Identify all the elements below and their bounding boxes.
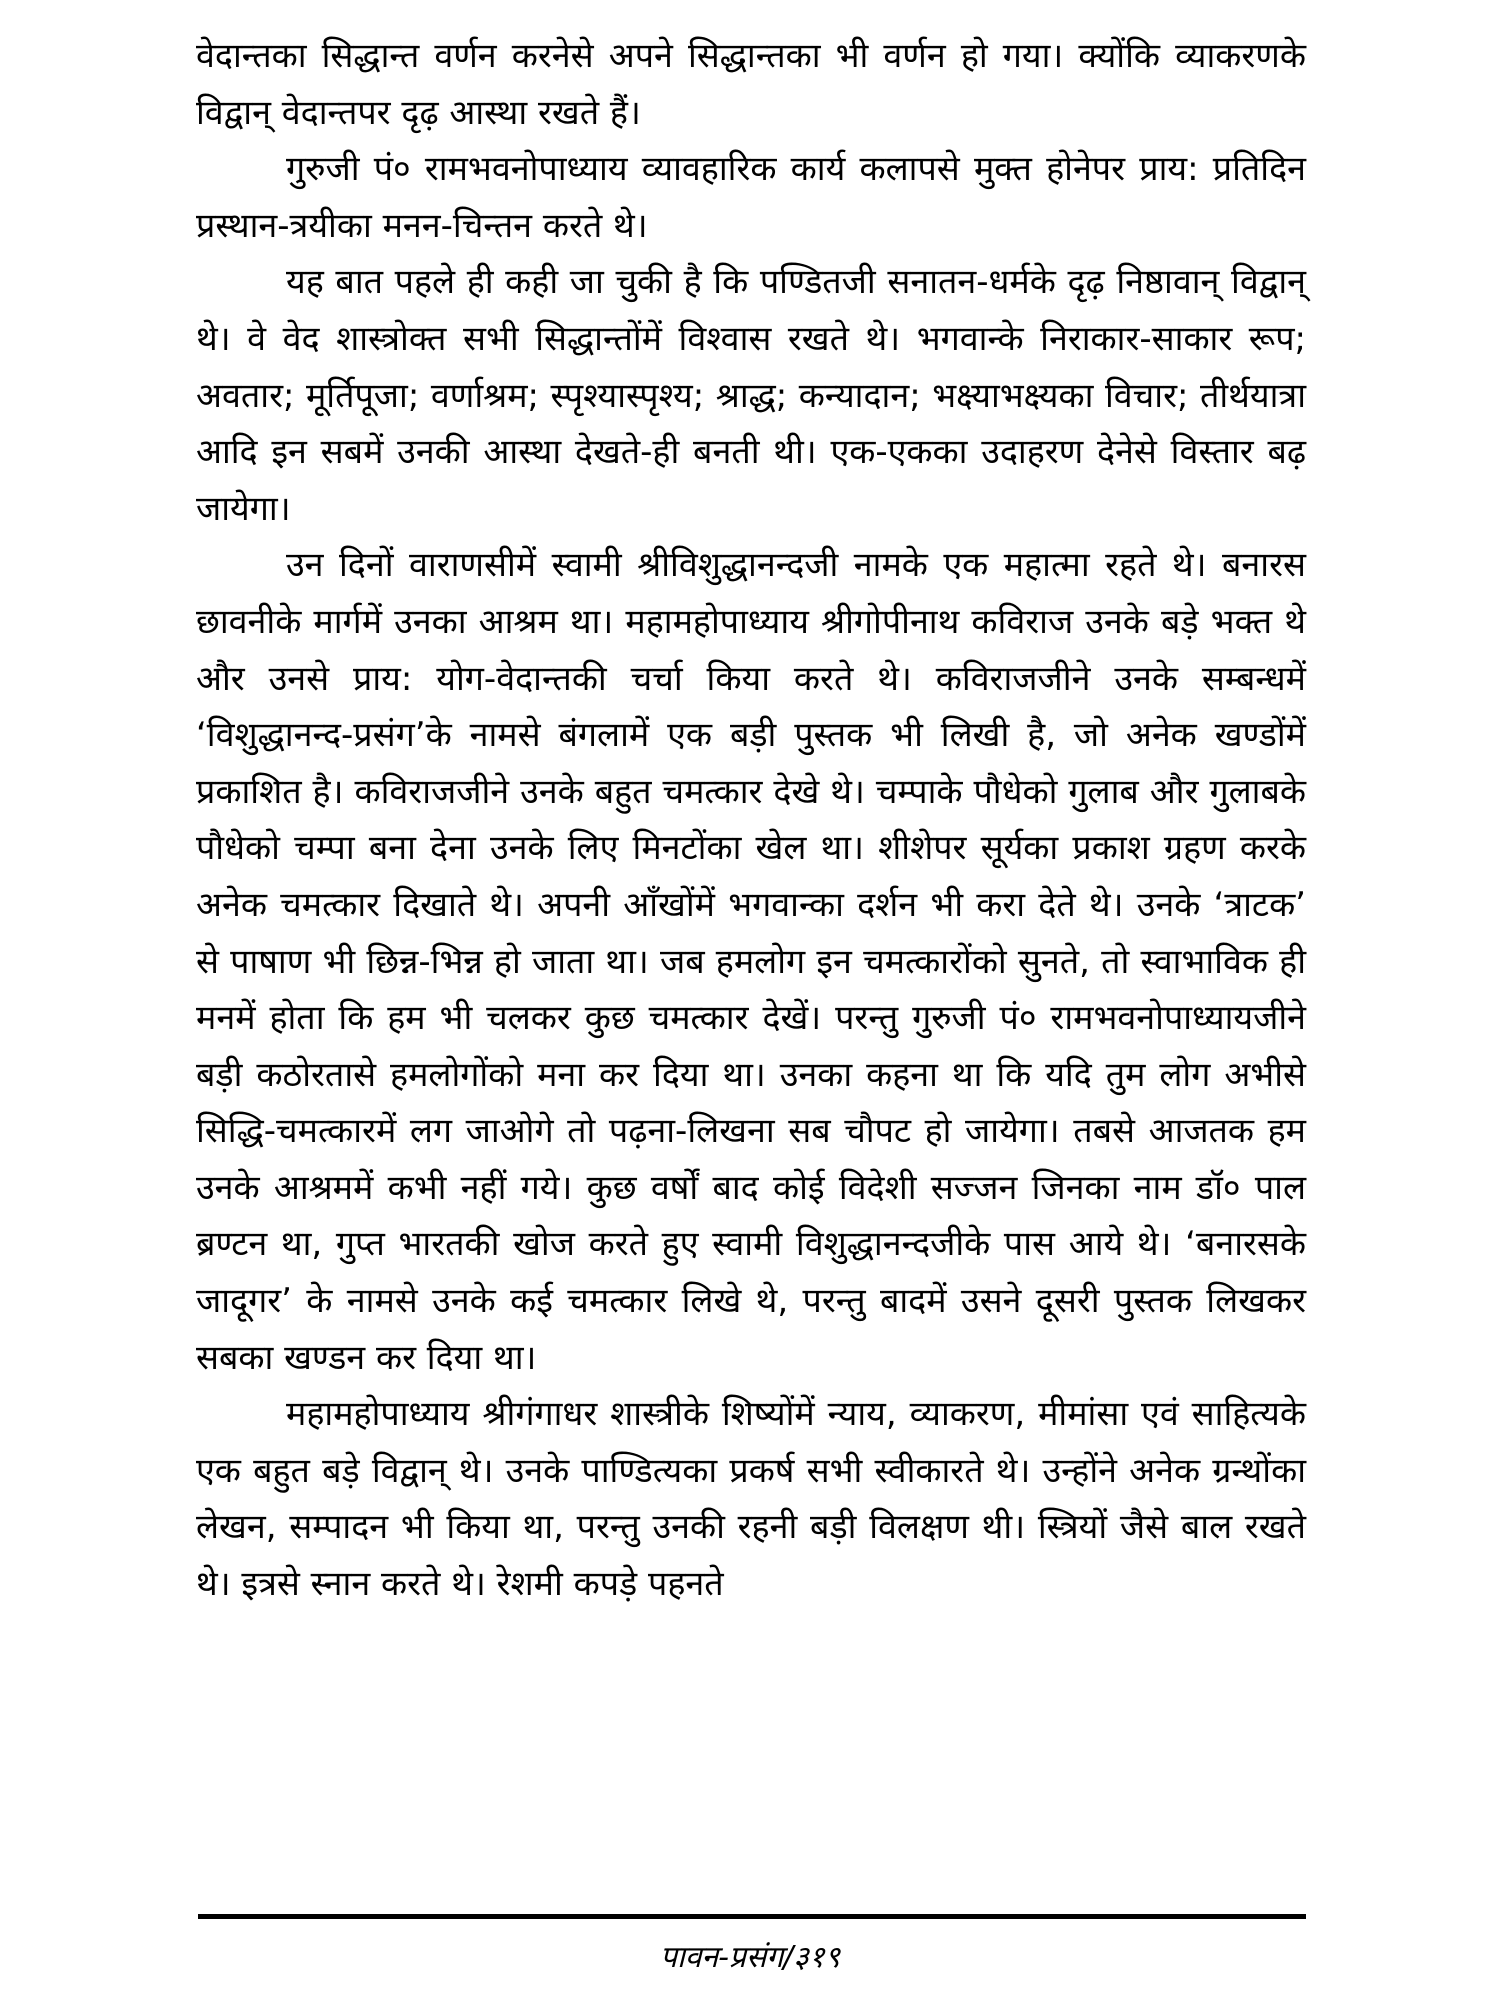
body-text	[196, 28, 1306, 1613]
page-footer: पावन-प्रसंग/३१९	[659, 1940, 841, 1975]
footer-rule	[198, 1914, 1306, 1919]
paragraph-5: महामहोपाध्याय श्रीगंगाधर शास्त्रीके शिष्योंमें न्याय, व्याकरण, मीमांसा एवं साहित्यके एक बहुत बड़े विद्वान् थे। उनके पाण्डित्यका प्रकर्ष सभी स्वीकारते थे। उन्होंने अनेक ग्रन्थोंका लेखन, सम्पादन भी किया था, परन्तु उनकी रहनी बड़ी विलक्षण थी। स्त्रियों जैसे बाल रखते थे। इत्रसे स्नान करते थे। रेशमी कपड़े पहनते	[196, 1394, 1306, 1605]
paragraph-4: उन दिनों वाराणसीमें स्वामी श्रीविशुद्धानन्दजी नामके एक महात्मा रहते थे। बनारस छावनीके मार्गमें उनका आश्रम था। महामहोपाध्याय श्रीगोपीनाथ कविराज उनके बड़े भक्त थे और उनसे प्राय: योग-वेदान्तकी चर्चा किया करते थे। कविराजजीने उनके सम्बन्धमें ‘विशुद्धानन्द-प्रसंग’के नामसे बंगलामें एक बड़ी पुस्तक भी लिखी है, जो अनेक खण्डोंमें प्रकाशित है। कविराजजीने उनके बहुत चमत्कार देखे थे। चम्पाके पौधेको गुलाब और गुलाबके पौधेको चम्पा बना देना उनके लिए मिनटोंका खेल था। शीशेपर सूर्यका प्रकाश ग्रहण करके अनेक चमत्कार दिखाते थे। अपनी आँखोंमें भगवान्का दर्शन भी करा देते थे। उनके ‘त्राटक’ से पाषाण भी छिन्न-भिन्न हो जाता था। जब हमलोग इन चमत्कारोंको सुनते, तो स्वाभाविक ही मनमें होता कि हम भी चलकर कुछ चमत्कार देखें। परन्तु गुरुजी पं० रामभवनोपाध्यायजीने बड़ी कठोरतासे हमलोगोंको मना कर दिया था। उनका कहना था कि यदि तुम लोग अभीसे सिद्धि-चमत्कारमें लग जाओगे तो पढ़ना-लिखना सब चौपट हो जायेगा। तबसे आजतक हम उनके आश्रममें कभी नहीं गये। कुछ वर्षों बाद कोई विदेशी सज्जन जिनका नाम डॉ० पाल ब्रण्टन था, गुप्त भारतकी खोज करते हुए स्वामी विशुद्धानन्दजीके पास आये थे। ‘बनारसके जादूगर’ के नामसे उनके कई चमत्कार लिखे थे, परन्तु बादमें उसने दूसरी पुस्तक लिखकर सबका खण्डन कर दिया था।	[196, 545, 1306, 1378]
paragraph-1: वेदान्तका सिद्धान्त वर्णन करनेसे अपने सिद्धान्तका भी वर्णन हो गया। क्योंकि व्याकरणके विद्वान् वेदान्तपर दृढ़ आस्था रखते हैं।	[196, 36, 1306, 133]
paragraph-2: गुरुजी पं० रामभवनोपाध्याय व्यावहारिक कार्य कलापसे मुक्त होनेपर प्राय: प्रतिदिन प्रस्थान-त्रयीका मनन-चिन्तन करते थे।	[196, 149, 1306, 246]
paragraph-3: यह बात पहले ही कही जा चुकी है कि पण्डितजी सनातन-धर्मके दृढ़ निष्ठावान् विद्वान् थे। वे वेद शास्त्रोक्त सभी सिद्धान्तोंमें विश्वास रखते थे। भगवान्के निराकार-साकार रूप; अवतार; मूर्तिपूजा; वर्णाश्रम; स्पृश्यास्पृश्य; श्राद्ध; कन्यादान; भक्ष्याभक्ष्यका विचार; तीर्थयात्रा आदि इन सबमें उनकी आस्था देखते-ही बनती थी। एक-एकका उदाहरण देनेसे विस्तार बढ़ जायेगा।	[196, 262, 1306, 529]
